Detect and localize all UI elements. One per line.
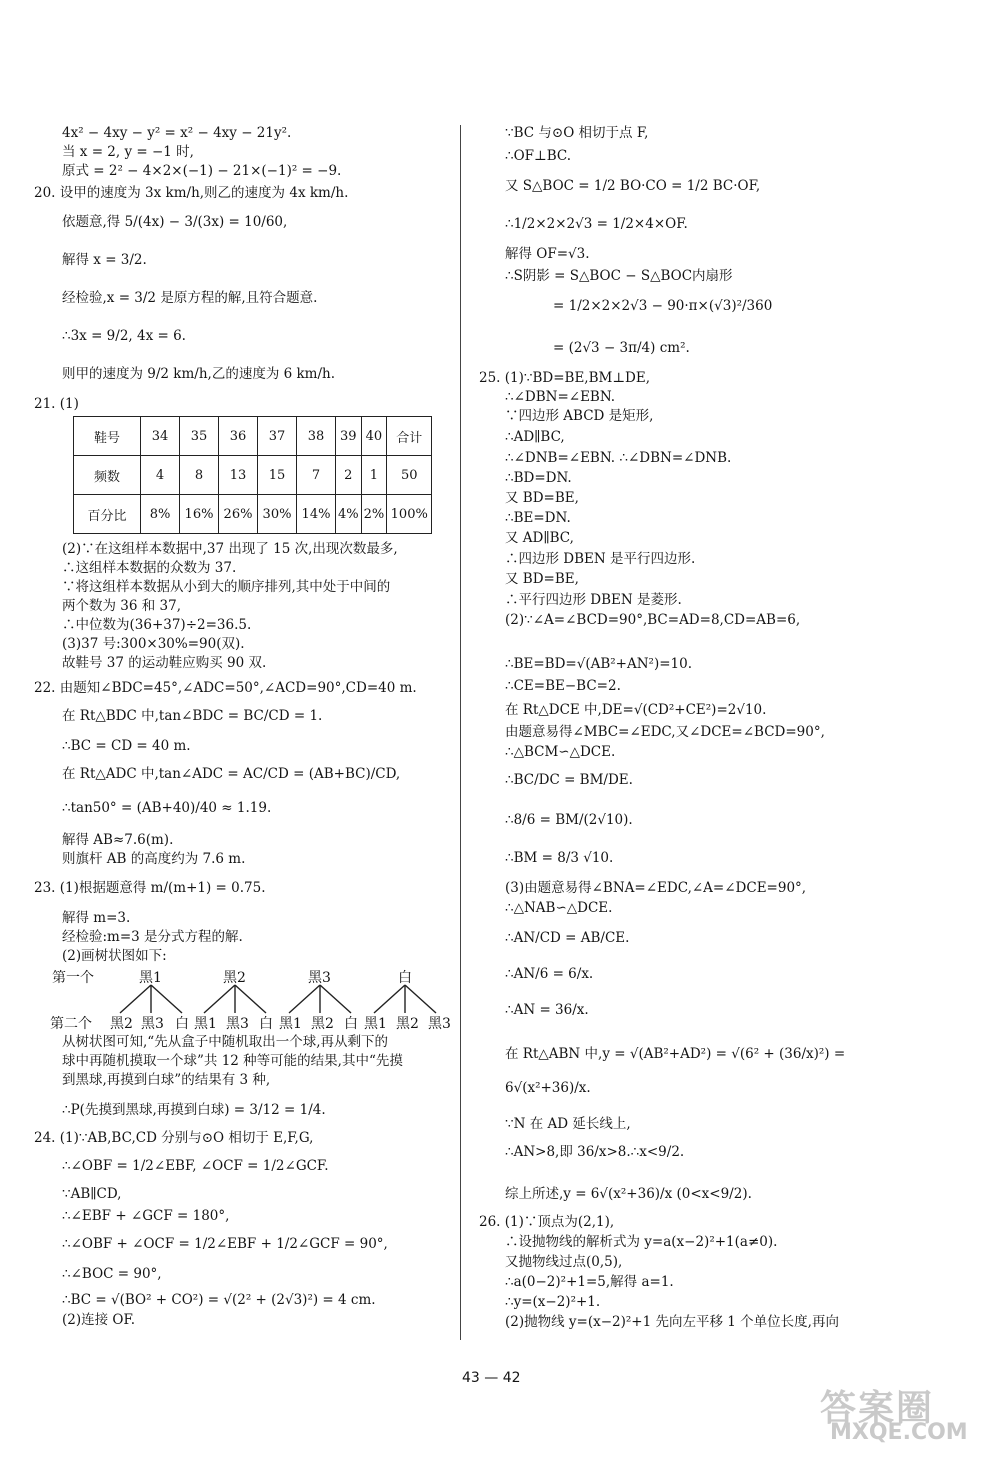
text-line: 由题意易得∠MBC=∠EDC,又∠DCE=∠BCD=90°,: [505, 724, 825, 740]
text-line: ∵BC 与⊙O 相切于点 F,: [505, 125, 649, 141]
text-line: 在 Rt△ABN 中,y = √(AB²+AD²) = √(6² + (36/x)²) =: [505, 1046, 846, 1062]
table-cell: 30%: [258, 495, 297, 534]
text-line: ∴OF⊥BC.: [505, 148, 572, 164]
text-line: 又 S△BOC = 1/2 BO·CO = 1/2 BC·OF,: [505, 178, 761, 194]
tree-node: 黑2: [396, 1016, 419, 1032]
page-number: 43 — 42: [462, 1370, 521, 1386]
text-line: ∴AD∥BC,: [505, 429, 565, 445]
text-line: 21. (1): [34, 396, 79, 412]
text-line: 23. (1)根据题意得 m/(m+1) = 0.75.: [34, 880, 266, 896]
text-line: (2)画树状图如下:: [62, 948, 167, 964]
column-divider: [460, 125, 461, 1340]
text-line: ∴BC/DC = BM/DE.: [505, 772, 633, 788]
text-line: 22. 由题知∠BDC=45°,∠ADC=50°,∠ACD=90°,CD=40 m.: [34, 680, 417, 696]
text-line: ∴1/2×2×2√3 = 1/2×4×OF.: [505, 216, 688, 232]
text-line: ∴中位数为(36+37)÷2=36.5.: [62, 617, 252, 633]
table-cell: 39: [336, 417, 362, 456]
text-line: ∴∠DBN=∠EBN.: [505, 389, 616, 405]
table-row: [74, 456, 432, 495]
text-line: ∴BC = √(BO² + CO²) = √(2² + (2√3)²) = 4 cm.: [62, 1292, 376, 1308]
text-line: = (2√3 − 3π/4) cm².: [553, 340, 690, 356]
table-cell: 1: [361, 456, 387, 495]
table-cell: 14%: [297, 495, 336, 534]
text-line: ∴BD=DN.: [505, 470, 572, 486]
text-line: 24. (1)∵AB,BC,CD 分别与⊙O 相切于 E,F,G,: [34, 1130, 314, 1146]
text-line: 又 BD=BE,: [505, 490, 579, 506]
text-line: = 1/2×2×2√3 − 90·π×(√3)²/360: [553, 298, 773, 314]
text-line: 25. (1)∵BD=BE,BM⊥DE,: [479, 370, 651, 386]
text-line: ∴AN>8,即 36/x>8.∴x<9/2.: [505, 1144, 685, 1160]
text-line: ∵将这组样本数据从小到大的顺序排列,其中处于中间的: [62, 579, 391, 595]
text-line: 26. (1)∵顶点为(2,1),: [479, 1214, 615, 1230]
table-cell: 8%: [141, 495, 180, 534]
text-line: ∴△BCM∽△DCE.: [505, 744, 616, 760]
table-cell: 合计: [387, 417, 432, 456]
tree-node: 黑3: [226, 1016, 249, 1032]
tree-node: 黑3: [308, 970, 331, 986]
table-cell: 38: [297, 417, 336, 456]
text-line: 解得 m=3.: [62, 910, 131, 926]
text-line: ∴8/6 = BM/(2√10).: [505, 812, 633, 828]
text-line: ∴3x = 9/2, 4x = 6.: [62, 328, 186, 344]
text-line: 解得 x = 3/2.: [62, 252, 147, 268]
text-line: ∴tan50° = (AB+40)/40 ≈ 1.19.: [62, 800, 272, 816]
tree-node: 黑1: [194, 1016, 217, 1032]
tree-level-label: 第一个: [52, 970, 94, 986]
tree-node: 黑1: [364, 1016, 387, 1032]
text-line: ∴∠DNB=∠EBN. ∴∠DBN=∠DNB.: [505, 450, 732, 466]
text-line: 经检验:m=3 是分式方程的解.: [62, 929, 243, 945]
text-line: 又 BD=BE,: [505, 571, 579, 587]
text-line: 在 Rt△DCE 中,DE=√(CD²+CE²)=2√10.: [505, 702, 767, 718]
text-line: 解得 AB≈7.6(m).: [62, 832, 174, 848]
text-line: 又抛物线过点(0,5),: [505, 1254, 623, 1270]
table-cell: 100%: [387, 495, 432, 534]
frequency-table: [73, 416, 432, 534]
text-line: (2)∵∠A=∠BCD=90°,BC=AD=8,CD=AB=6,: [505, 612, 801, 628]
text-line: (2)连接 OF.: [62, 1312, 136, 1328]
text-line: ∴AN = 36/x.: [505, 1002, 589, 1018]
text-line: ∴BE=BD=√(AB²+AN²)=10.: [505, 656, 693, 672]
table-cell: 50: [387, 456, 432, 495]
text-line: ∴CE=BE−BC=2.: [505, 678, 621, 694]
table-cell: 2: [336, 456, 362, 495]
table-cell: 37: [258, 417, 297, 456]
text-line: ∴∠BOC = 90°,: [62, 1266, 162, 1282]
text-line: 则旗杆 AB 的高度约为 7.6 m.: [62, 851, 246, 867]
table-cell: 4%: [336, 495, 362, 534]
text-line: 经检验,x = 3/2 是原方程的解,且符合题意.: [62, 290, 318, 306]
text-line: 综上所述,y = 6√(x²+36)/x (0<x<9/2).: [505, 1186, 752, 1202]
tree-node: 白: [344, 1016, 358, 1032]
watermark-url: MXQE.COM: [830, 1420, 968, 1445]
table-cell: 36: [219, 417, 258, 456]
text-line: ∴∠EBF + ∠GCF = 180°,: [62, 1208, 230, 1224]
tree-node: 白: [175, 1016, 189, 1032]
text-line: ∴S阴影 = S△BOC − S△BOC内扇形: [505, 268, 733, 284]
table-cell: 34: [141, 417, 180, 456]
text-line: 球中再随机摸取一个球”共 12 种等可能的结果,其中“先摸: [62, 1053, 403, 1069]
text-line: ∴a(0−2)²+1=5,解得 a=1.: [505, 1274, 674, 1290]
text-line: ∵四边形 ABCD 是矩形,: [505, 408, 654, 424]
tree-node: 白: [259, 1016, 273, 1032]
text-line: 当 x = 2, y = −1 时,: [62, 144, 194, 160]
text-line: ∴BC = CD = 40 m.: [62, 738, 191, 754]
text-line: 依题意,得 5/(4x) − 3/(3x) = 10/60,: [62, 214, 288, 230]
table-cell: 7: [297, 456, 336, 495]
table-cell: 2%: [361, 495, 387, 534]
text-line: (2)∵在这组样本数据中,37 出现了 15 次,出现次数最多,: [62, 541, 398, 557]
text-line: 20. 设甲的速度为 3x km/h,则乙的速度为 4x km/h.: [34, 185, 349, 201]
text-line: ∴y=(x−2)²+1.: [505, 1294, 601, 1310]
text-line: 又 AD∥BC,: [505, 530, 574, 546]
text-line: 在 Rt△BDC 中,tan∠BDC = BC/CD = 1.: [62, 708, 323, 724]
text-line: ∴∠OBF = 1/2∠EBF, ∠OCF = 1/2∠GCF.: [62, 1158, 329, 1174]
table-cell: 百分比: [74, 495, 141, 534]
table-cell: 16%: [180, 495, 219, 534]
table-cell: 35: [180, 417, 219, 456]
text-line: ∴P(先摸到黑球,再摸到白球) = 3/12 = 1/4.: [62, 1102, 326, 1118]
text-line: 6√(x²+36)/x.: [505, 1080, 591, 1096]
table-row: [74, 495, 432, 534]
tree-node: 黑1: [139, 970, 162, 986]
text-line: ∴AN/6 = 6/x.: [505, 966, 594, 982]
tree-node: 黑3: [141, 1016, 164, 1032]
text-line: ∴∠OBF + ∠OCF = 1/2∠EBF + 1/2∠GCF = 90°,: [62, 1236, 388, 1252]
table-cell: 40: [361, 417, 387, 456]
tree-node: 黑2: [110, 1016, 133, 1032]
text-line: ∵N 在 AD 延长线上,: [505, 1116, 631, 1132]
tree-node: 黑2: [223, 970, 246, 986]
tree-level-label: 第二个: [50, 1016, 92, 1032]
text-line: 4x² − 4xy − y² = x² − 4xy − 21y².: [62, 125, 292, 141]
text-line: 原式 = 2² − 4×2×(−1) − 21×(−1)² = −9.: [62, 163, 342, 179]
table-cell: 13: [219, 456, 258, 495]
table-cell: 15: [258, 456, 297, 495]
text-line: 在 Rt△ADC 中,tan∠ADC = AC/CD = (AB+BC)/CD,: [62, 766, 401, 782]
table-cell: 26%: [219, 495, 258, 534]
text-line: ∴平行四边形 DBEN 是菱形.: [505, 592, 682, 608]
text-line: 到黑球,再摸到白球”的结果有 3 种,: [62, 1072, 271, 1088]
tree-node: 黑2: [311, 1016, 334, 1032]
table-row: [74, 417, 432, 456]
text-line: 故鞋号 37 的运动鞋应购买 90 双.: [62, 655, 267, 671]
table-cell: 8: [180, 456, 219, 495]
text-line: ∴BE=DN.: [505, 510, 571, 526]
text-line: (3)由题意易得∠BNA=∠EDC,∠A=∠DCE=90°,: [505, 880, 807, 896]
table-cell: 鞋号: [74, 417, 141, 456]
text-line: ∴这组样本数据的众数为 37.: [62, 560, 237, 576]
table-cell: 4: [141, 456, 180, 495]
tree-node: 黑3: [428, 1016, 451, 1032]
text-line: ∴BM = 8/3 √10.: [505, 850, 614, 866]
text-line: ∴设抛物线的解析式为 y=a(x−2)²+1(a≠0).: [505, 1234, 778, 1250]
tree-node: 黑1: [279, 1016, 302, 1032]
table-cell: 频数: [74, 456, 141, 495]
text-line: ∵AB∥CD,: [62, 1186, 122, 1202]
text-line: 从树状图可知,“先从盒子中随机取出一个球,再从剩下的: [62, 1034, 388, 1050]
text-line: ∴AN/CD = AB/CE.: [505, 930, 630, 946]
text-line: (3)37 号:300×30%=90(双).: [62, 636, 245, 652]
text-line: 则甲的速度为 9/2 km/h,乙的速度为 6 km/h.: [62, 366, 336, 382]
text-line: 两个数为 36 和 37,: [62, 598, 182, 614]
text-line: (2)抛物线 y=(x−2)²+1 先向左平移 1 个单位长度,再向: [505, 1314, 839, 1330]
text-line: ∴四边形 DBEN 是平行四边形.: [505, 551, 696, 567]
watermark-text: 答案圈: [820, 1388, 935, 1429]
tree-node: 白: [398, 970, 412, 986]
text-line: 解得 OF=√3.: [505, 246, 590, 262]
text-line: ∴△NAB∽△DCE.: [505, 900, 613, 916]
